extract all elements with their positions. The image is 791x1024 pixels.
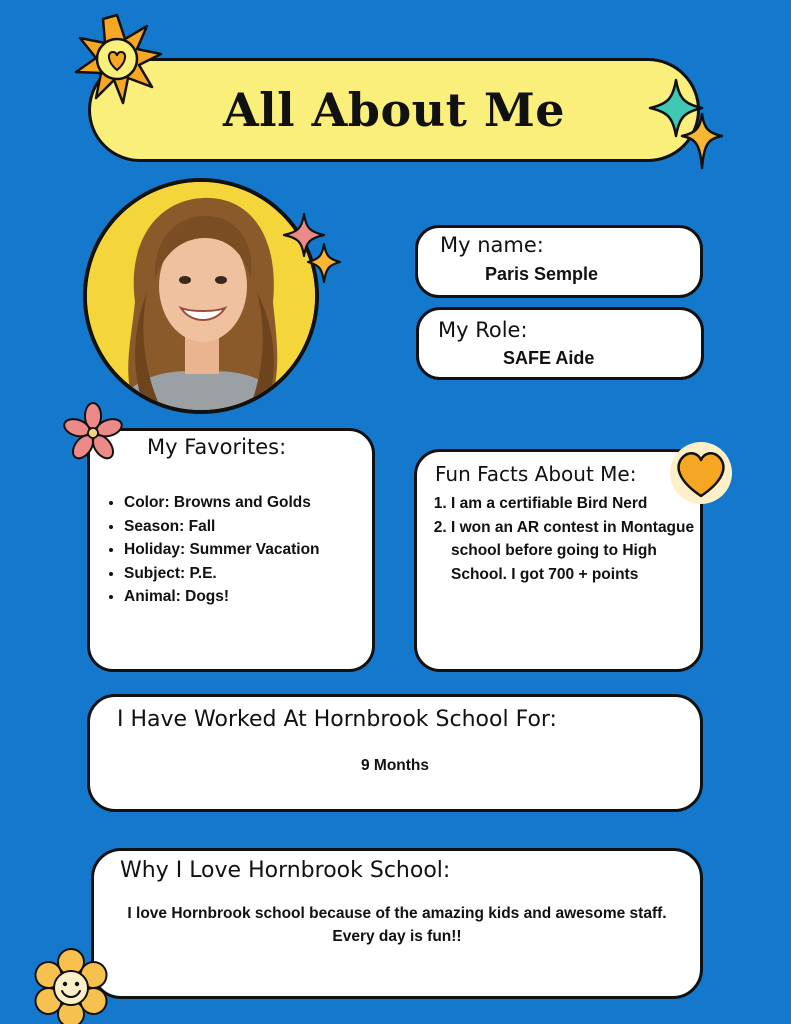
portrait-illustration [87,182,315,410]
name-value: Paris Semple [485,264,599,284]
sparkles-top-right [646,76,726,172]
favorites-card [87,428,375,672]
favorites-list [90,491,320,609]
sparkles-photo [282,210,342,284]
role-label: My Role: [438,318,528,342]
list-item: • Season: Fall [124,515,320,539]
page-title: All About Me [222,83,566,137]
worked-card [87,694,703,812]
sparkle-orange-icon [682,114,722,168]
sparkle-orange-icon [308,244,340,282]
why-love-card [91,848,703,999]
favorites-heading: My Favorites: [147,435,287,459]
flower-pink-icon [58,402,128,464]
name-label: My name: [440,233,544,257]
list-item: • Subject: P.E. [124,562,320,586]
sparkle-pink-icon [284,214,324,256]
list-item: • Holiday: Summer Vacation [124,538,320,562]
heart-icon [668,440,734,506]
why-love-text: I love Hornbrook school because of the amazing kids and awesome staff. Every day is fun!! [127,905,667,945]
list-item: • Color: Browns and Golds [124,491,320,515]
role-card [416,307,704,380]
list-item: 1. I am a certifiable Bird Nerd [451,492,699,516]
worked-value: 9 Months [360,757,430,774]
list-item: • Animal: Dogs! [124,585,320,609]
title-banner [88,58,700,162]
why-love-heading: Why I Love Hornbrook School: [120,858,451,883]
fun-facts-heading: Fun Facts About Me: [435,462,637,486]
worked-heading: I Have Worked At Hornbrook School For: [117,707,557,732]
sparkle-teal-icon [650,80,702,136]
fun-facts-list [417,492,699,586]
fun-facts-card [414,449,703,672]
smiley-flower-icon [32,948,110,1024]
list-item: 2. I won an AR contest in Montague school before going to High School. I got 700 + points [451,516,699,587]
role-value: SAFE Aide [503,348,595,368]
sun-heart-icon [70,12,164,106]
name-card [415,225,703,298]
